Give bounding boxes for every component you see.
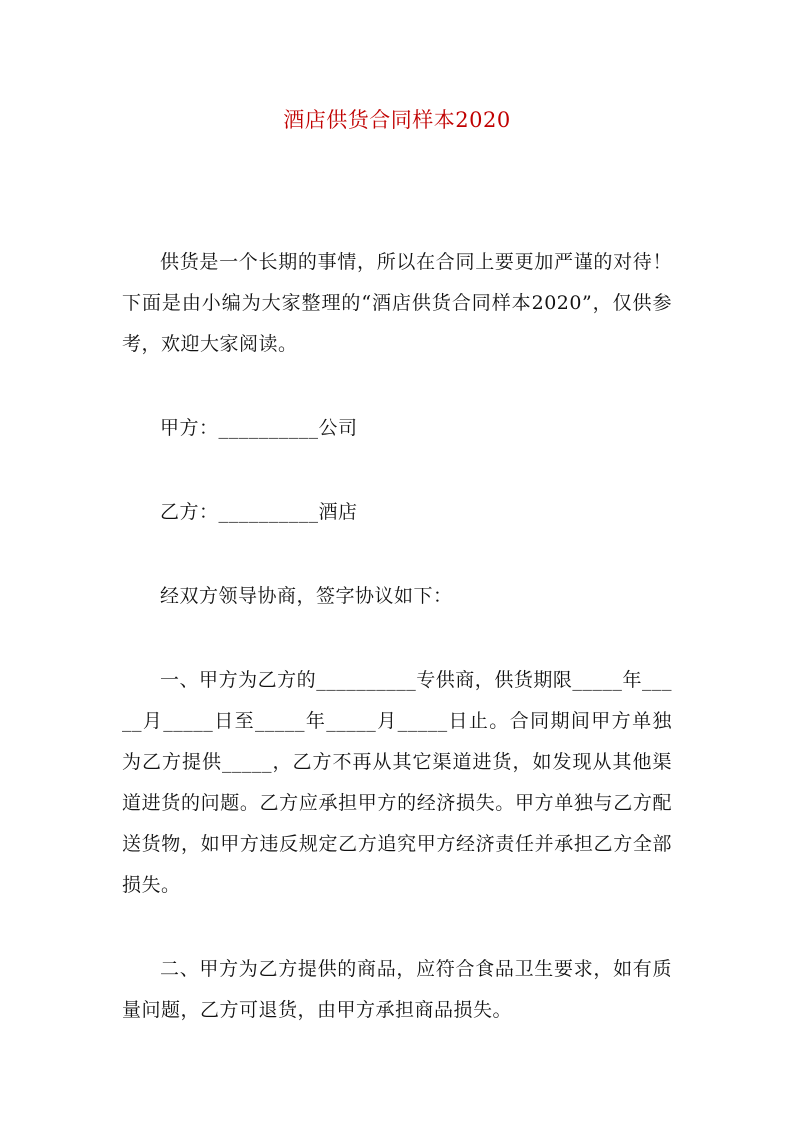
agreement-intro: 经双方领导协商，签字协议如下： xyxy=(160,585,453,607)
clause-1: 一、甲方为乙方的__________专供商，供货期限_____年_____月_____日至_____年_____月_____日止。合同期间甲方单独为乙方提供_____，乙方不再从其它渠道进货，如发现从其他渠道进货的问题。乙方应承担甲方的经济损失。甲方单独与乙方配送货物，如甲方违反规定乙方追究甲方经济责任并承担乙方全部损失。 xyxy=(122,669,672,896)
party-b-line: 乙方：__________酒店 xyxy=(160,501,358,523)
party-a-line: 甲方：__________公司 xyxy=(160,417,358,439)
intro-paragraph: 供货是一个长期的事情，所以在合同上要更加严谨的对待！下面是由小编为大家整理的“酒店供货合同样本2020”，仅供参考，欢迎大家阅读。 xyxy=(122,251,672,355)
document-title: 酒店供货合同样本2020 xyxy=(283,108,511,132)
document-body xyxy=(122,242,672,1074)
clause-2: 二、甲方为乙方提供的商品，应符合食品卫生要求，如有质量问题，乙方可退货，由甲方承担商品损失。 xyxy=(122,958,672,1021)
